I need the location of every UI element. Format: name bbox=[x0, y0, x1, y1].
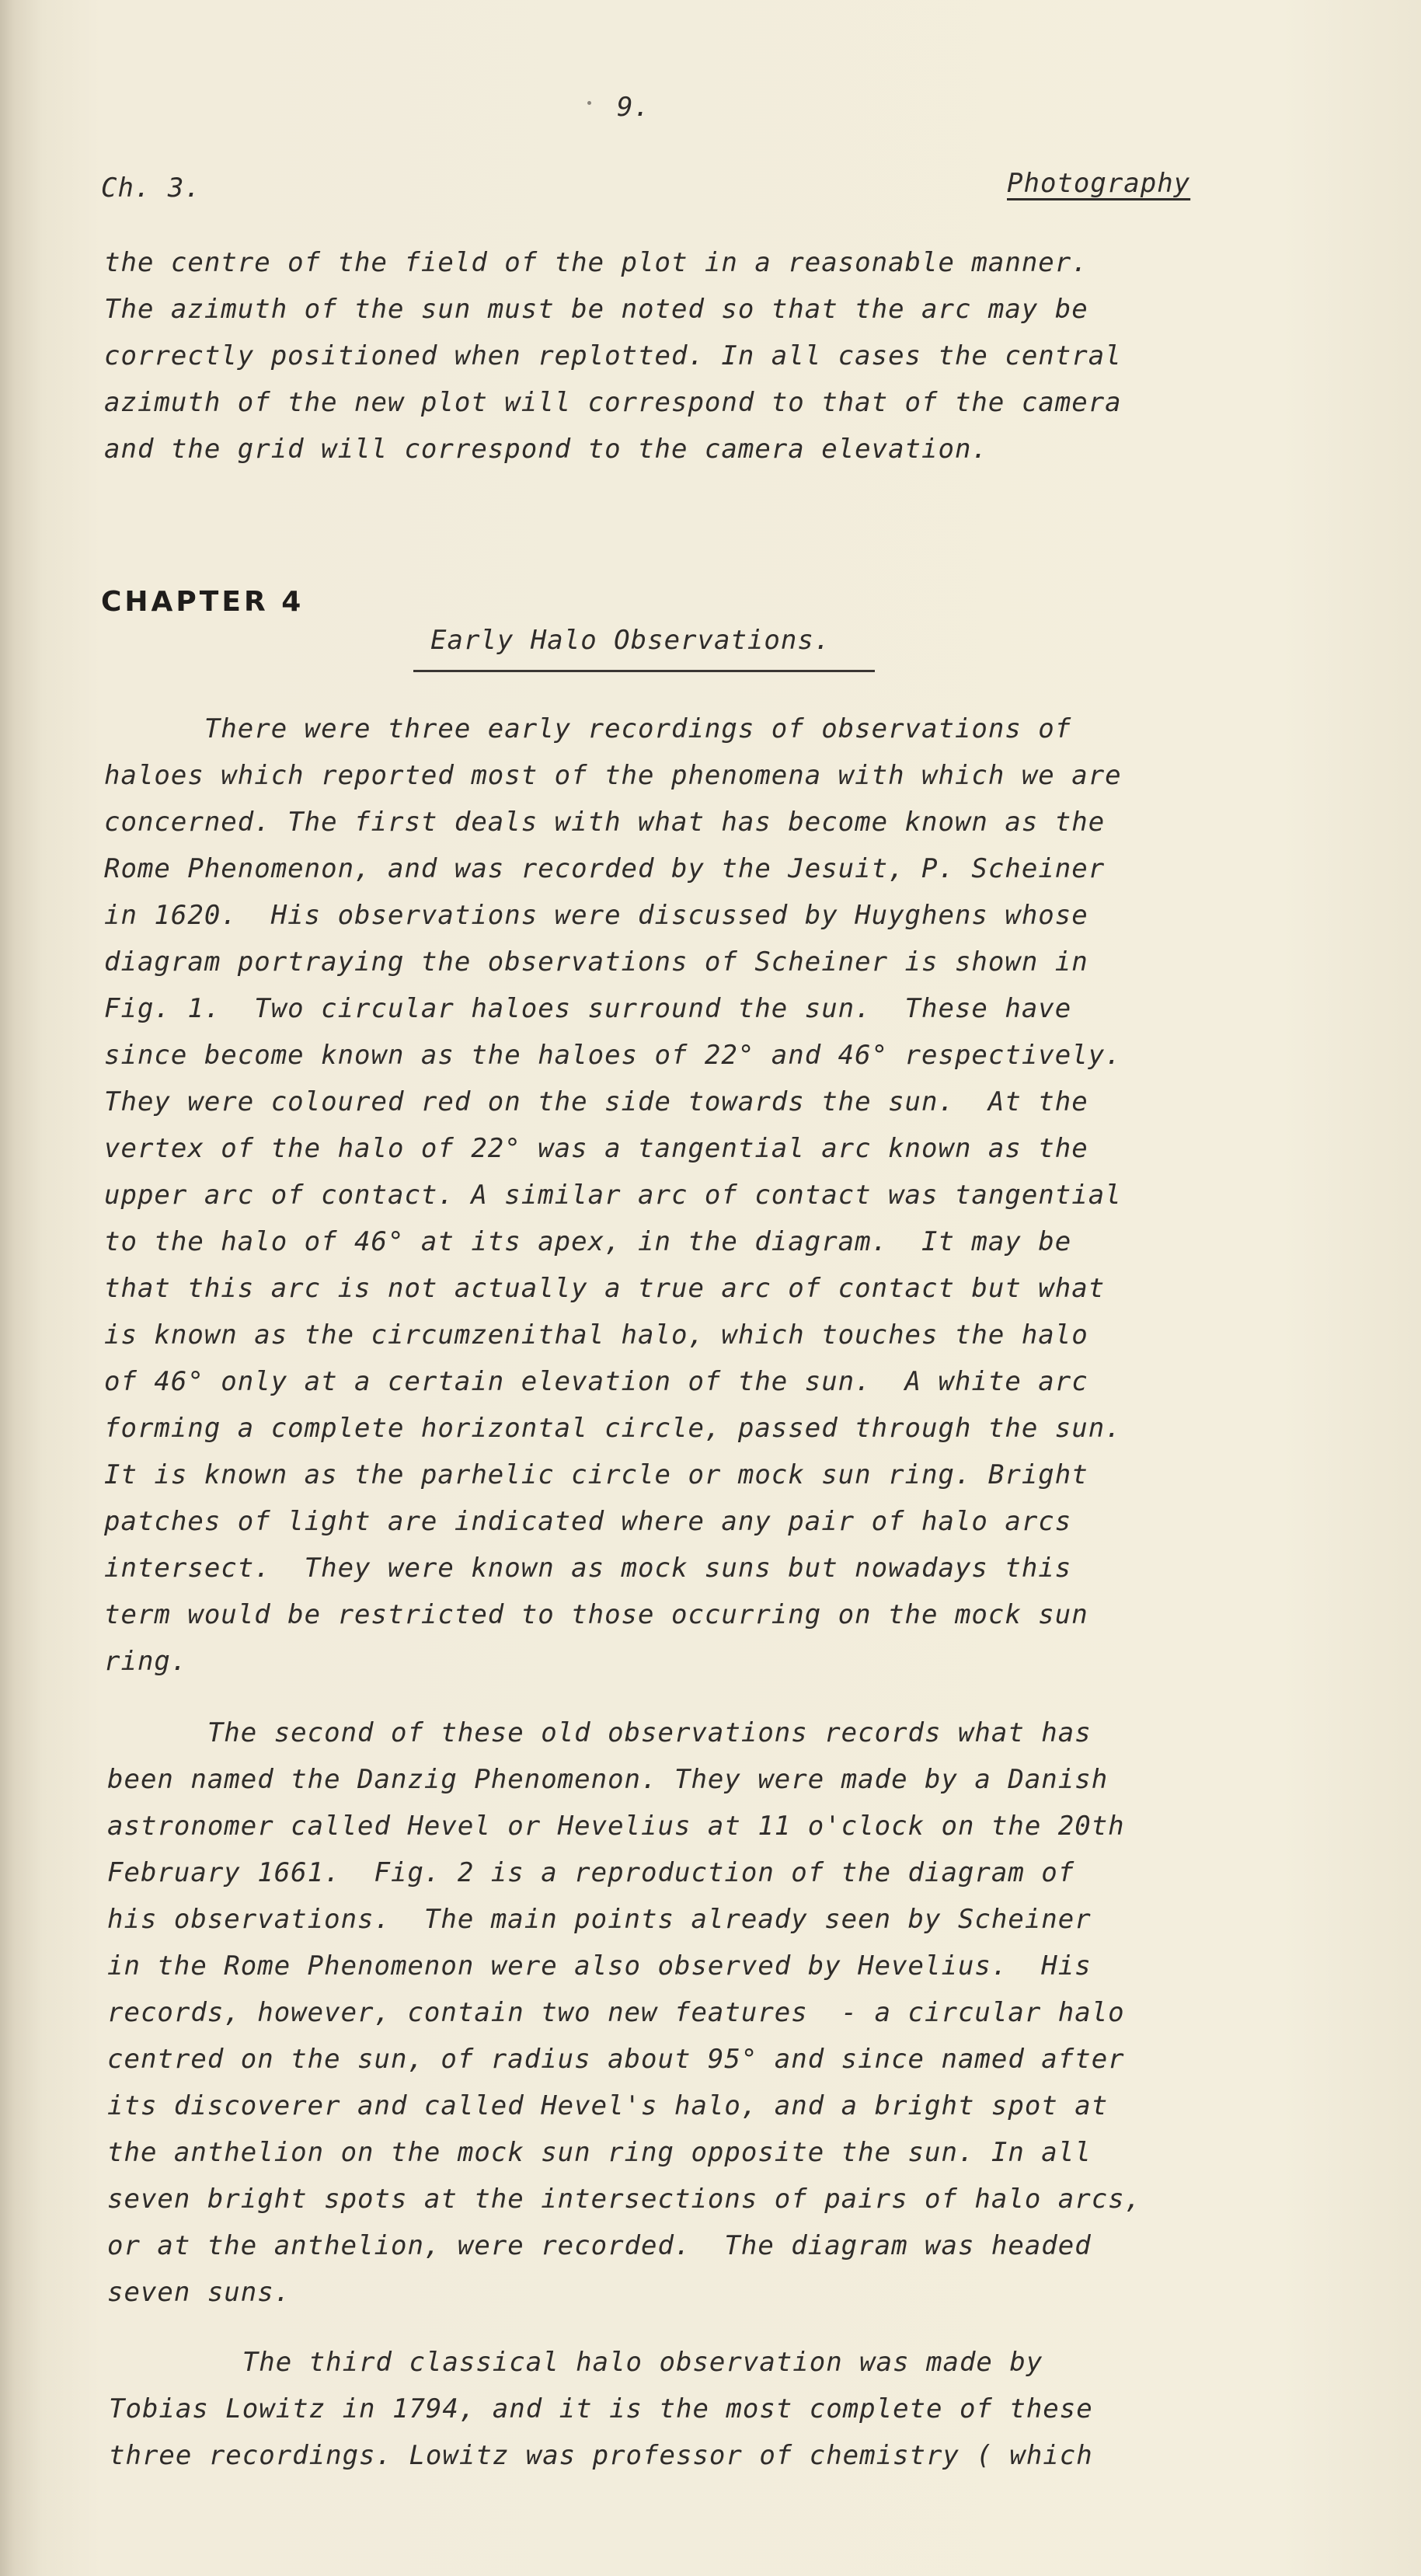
text-line: records, however, contain two new features - a circular halo bbox=[107, 1997, 1125, 2028]
text-line: patches of light are indicated where any pair of halo arcs bbox=[104, 1506, 1072, 1537]
text-line: ring. bbox=[104, 1646, 188, 1677]
page-number: 9. bbox=[617, 92, 650, 123]
page-speck bbox=[587, 101, 591, 105]
text-line: diagram portraying the observations of Scheiner is shown in bbox=[104, 946, 1088, 978]
text-line: in the Rome Phenomenon were also observed by Hevelius. His bbox=[107, 1950, 1092, 1982]
text-line: and the grid will correspond to the camera elevation. bbox=[104, 434, 988, 465]
text-line: of 46° only at a certain elevation of the sun. A white arc bbox=[104, 1366, 1088, 1397]
text-line: February 1661. Fig. 2 is a reproduction of the diagram of bbox=[107, 1857, 1075, 1888]
running-header-right: Photography bbox=[1007, 168, 1191, 199]
text-line: Rome Phenomenon, and was recorded by the Jesuit, P. Scheiner bbox=[104, 853, 1106, 884]
text-line: that this arc is not actually a true arc of contact but what bbox=[104, 1273, 1106, 1304]
text-line: seven suns. bbox=[107, 2277, 291, 2308]
text-line: correctly positioned when replotted. In all cases the central bbox=[104, 340, 1122, 371]
text-line: in 1620. His observations were discussed by Huyghens whose bbox=[104, 900, 1088, 931]
text-line: The third classical halo observation was made by bbox=[109, 2347, 1043, 2378]
text-line: The second of these old observations records what has bbox=[107, 1717, 1092, 1748]
text-line: vertex of the halo of 22° was a tangential arc known as the bbox=[104, 1133, 1088, 1164]
text-line: It is known as the parhelic circle or mock sun ring. Bright bbox=[104, 1459, 1088, 1490]
text-line: the centre of the field of the plot in a reasonable manner. bbox=[104, 247, 1088, 278]
text-line: forming a complete horizontal circle, passed through the sun. bbox=[104, 1413, 1122, 1444]
text-line: its discoverer and called Hevel's halo, and a bright spot at bbox=[107, 2090, 1109, 2121]
text-line: three recordings. Lowitz was professor of chemistry ( which bbox=[109, 2440, 1093, 2471]
text-line: azimuth of the new plot will correspond to that of the camera bbox=[104, 387, 1122, 418]
text-line: They were coloured red on the side towards the sun. At the bbox=[104, 1086, 1088, 1117]
chapter-label: CHAPTER 4 bbox=[101, 586, 305, 618]
running-header-left: Ch. 3. bbox=[101, 173, 201, 204]
text-line: intersect. They were known as mock suns but nowadays this bbox=[104, 1553, 1072, 1584]
text-line: been named the Danzig Phenomenon. They were made by a Danish bbox=[107, 1764, 1109, 1795]
text-line: seven bright spots at the intersections of pairs of halo arcs, bbox=[107, 2184, 1142, 2215]
text-line: Fig. 1. Two circular haloes surround the sun. These have bbox=[104, 993, 1072, 1024]
text-line: the anthelion on the mock sun ring opposite the sun. In all bbox=[107, 2137, 1092, 2168]
text-line: his observations. The main points already seen by Scheiner bbox=[107, 1904, 1092, 1935]
text-line: There were three early recordings of observations of bbox=[104, 713, 1072, 744]
text-line: haloes which reported most of the phenomena with which we are bbox=[104, 760, 1122, 791]
text-line: The azimuth of the sun must be noted so that the arc may be bbox=[104, 294, 1088, 325]
text-line: Tobias Lowitz in 1794, and it is the most complete of these bbox=[109, 2393, 1093, 2424]
text-line: centred on the sun, of radius about 95° and since named after bbox=[107, 2044, 1125, 2075]
text-line: term would be restricted to those occurring on the mock sun bbox=[104, 1599, 1088, 1630]
text-line: or at the anthelion, were recorded. The diagram was headed bbox=[107, 2230, 1092, 2261]
text-line: since become known as the haloes of 22° and 46° respectively. bbox=[104, 1040, 1122, 1071]
text-line: astronomer called Hevel or Hevelius at 11 o'clock on the 20th bbox=[107, 1811, 1125, 1842]
text-line: concerned. The first deals with what has become known as the bbox=[104, 807, 1106, 838]
text-line: is known as the circumzenithal halo, which touches the halo bbox=[104, 1319, 1088, 1351]
section-title: Early Halo Observations. bbox=[430, 625, 831, 656]
text-line: upper arc of contact. A similar arc of contact was tangential bbox=[104, 1180, 1122, 1211]
title-underline bbox=[413, 670, 875, 672]
text-line: to the halo of 46° at its apex, in the diagram. It may be bbox=[104, 1226, 1072, 1257]
